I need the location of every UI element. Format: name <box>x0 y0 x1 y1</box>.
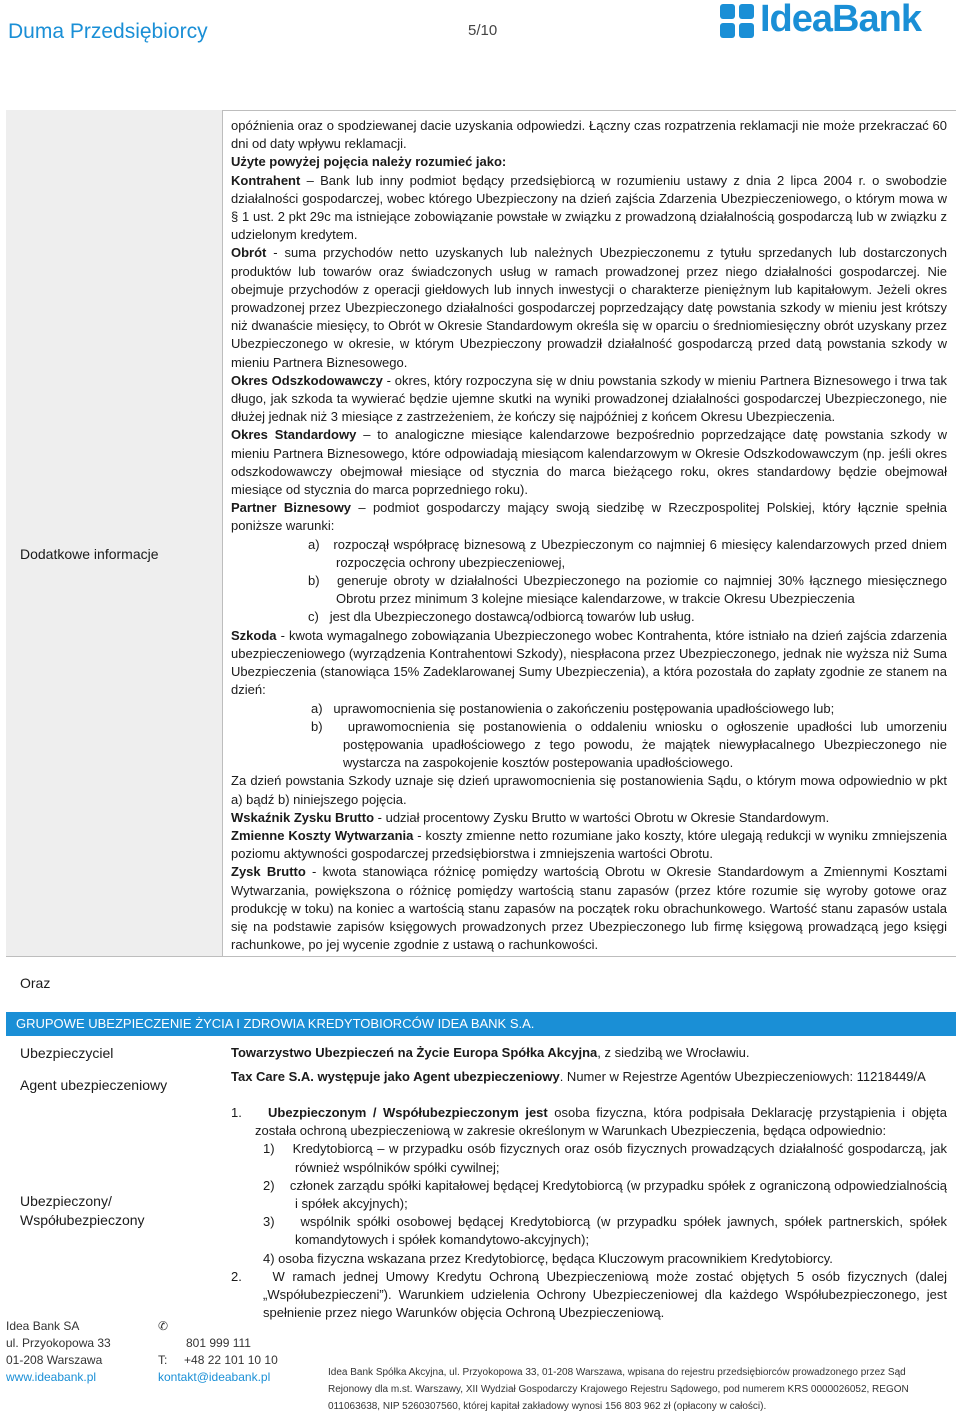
list-marker: b) <box>311 718 323 734</box>
paragraph: opóźnienia oraz o spodziewanej dacie uzyskania odpowiedzi. Łączny czas rozpatrzenia reklamacji nie może przekraczać 60 dni od daty wpływu reklamacji. <box>231 118 947 152</box>
page-header <box>0 0 960 68</box>
insurer-seat: , z siedzibą we Wrocławiu. <box>597 1045 750 1060</box>
label-line: Współubezpieczony <box>20 1212 145 1228</box>
definition-obrot <box>231 244 947 371</box>
paragraph: Za dzień powstania Szkody uznaje się dzień uprawomocnienia się postanowienia Sądu, o którym mowa odpowiednio w pkt a) bądź b) niniejszego pojęcia. <box>231 773 947 807</box>
definition-okres-standardowy <box>231 426 947 499</box>
definition-kontrahent <box>231 172 947 245</box>
definition-okres-odszkodowawczy <box>231 372 947 427</box>
term: Obrót <box>231 245 267 261</box>
idea-bank-logo <box>720 2 958 42</box>
footer-hotline: 801 999 111 <box>186 1336 251 1350</box>
definition-partner <box>231 499 947 535</box>
side-cell <box>6 110 222 956</box>
logo-wordmark: IdeaBank <box>760 0 921 40</box>
definition-wskaznik <box>231 809 947 827</box>
list-text: jest dla Ubezpieczonego dostawcą/odbiorcą towarów lub usług. <box>329 609 695 625</box>
term: Okres Standardowy <box>231 427 357 443</box>
term: Wskaźnik Zysku Brutto <box>231 809 375 825</box>
document-title: Duma Przedsiębiorcy <box>8 20 208 43</box>
term: Zysk Brutto <box>231 864 306 880</box>
definition: – podmiot gospodarczy mający swoją siedzibę w Rzeczpospolitej Polskiej, który łącznie spełnia poniższe warunki: <box>231 500 947 534</box>
term: Kontrahent <box>231 172 301 188</box>
definition: - udział procentowy Zysku Brutto w wartości Obrotu w Okresie Standardowym. <box>374 809 830 825</box>
side-label-agent: Agent ubezpieczeniowy <box>20 1077 168 1093</box>
list-item <box>231 572 947 608</box>
list-marker: a) <box>311 700 323 716</box>
phone-icon: ✆ <box>158 1319 169 1333</box>
insured-definition <box>231 1104 947 1322</box>
definition: - suma przychodów netto uzyskanych lub należnych Ubezpieczonemu z tytułu sprzedanych lub dostarczonych produktów lub towarów oraz świadczonych usług w ramach prowadzonej przez niego działalności gospodarczej. Nie obejmuje przychodów z operacji giełdowych lub innych inwestycji o charakterze pieniężnym lub kapitałowym. Jeżeli okres prowadzonej przez Ubezpieczonego działalności gospodarczej poprzedzający datę powstania szkody w mieniu jest krótszy niż dwanaście miesięcy, to Obrót w Okresie Standardowym określa się w oparciu o średniomiesięczny obrót uzyskany przez Ubezpieczonego w okresie, w którym Ubezpieczony prowadził działalność gospodarczą przed datą powstania szkody w mieniu Partnera Biznesowego. <box>231 245 947 370</box>
side-label-dodatkowe: Dodatkowe informacje <box>20 546 159 562</box>
definition: - kwota wymagalnego zobowiązania Ubezpieczonego wobec Kontrahenta, które istniało na dzień zajścia zdarzenia ubezpieczeniowego (wyrządzenia Kontrahentowi Szkody), niespłacona przez Ubezpieczonego, jednak nie wyższa niż Suma Ubezpieczenia (stanowiąca 15% Zadeklarowanej Sumy Ubezpieczenia), a która pozostała do zapłaty zgodnie ze stanem na dzień: <box>231 627 947 698</box>
footer-phone-label: T: <box>158 1353 168 1367</box>
list-text: osoba fizyczna, która podpisała Deklarację przystąpienia i objęta została ochroną ubezpieczeniową w zakresie określonym w Warunkach Ubezpieczenia, będąca odpowiednio: <box>255 1105 948 1139</box>
list-marker: 2. <box>231 1268 242 1284</box>
footer-legal: Idea Bank Spółka Akcyjna, ul. Przyokopowa 33, 01-208 Warszawa, wpisana do rejestru przedsiębiorców prowadzonego przez Sąd Rejonowy dla m.st. Warszawy, XII Wydział Gospodarczy Krajowego Rejestru Sądowego, pod numerem KRS 0000026052, REGON 011063638, NIP 5260307560, której kapitał zakładowy wynosi 156 803 962 zł (opłacony w całości). <box>328 1367 909 1412</box>
definition: – to analogiczne miesiące kalendarzowe bezpośrednio poprzedzające datę powstania szkody w mieniu Partnera Biznesowego, które odpowiadają miesiącom kalendarzowym w Okresie Odszkodowawczym (np. jeśli okres odszkodowawczy obejmował miesiące od stycznia do marca bieżącego roku, okres standardowy będzie obejmował miesiące od stycznia do marca poprzedniego roku). <box>231 427 947 498</box>
footer-phone: +48 22 101 10 10 <box>184 1353 278 1367</box>
list-item <box>231 1140 947 1176</box>
list-item <box>231 1268 947 1323</box>
list-text: rozpoczął współpracę biznesową z Ubezpieczonym co najmniej 6 miesięcy kalendarzowych przed dniem rozpoczęcia ochrony ubezpieczeniowej, <box>333 536 947 570</box>
insurer-row <box>231 1044 947 1062</box>
list-item <box>231 718 947 773</box>
definition-szkoda <box>231 627 947 700</box>
footer-email-link[interactable]: kontakt@ideabank.pl <box>158 1370 271 1384</box>
side-label-ubezpieczony <box>20 1192 145 1230</box>
definition-zysk-brutto <box>231 863 947 954</box>
definition: - koszty zmienne netto rozumiane jako koszty, które ulegają redukcji w wyniku zmniejszenia poziomu aktywności gospodarczej przedsiębiorstwa i zmniejszenia wartości Obrotu. <box>231 827 947 862</box>
list-item <box>231 1213 947 1249</box>
page-number: 5/10 <box>468 22 498 39</box>
list-text: członek zarządu spółki kapitałowej będącej Kredytobiorcą (w przypadku spółek z ograniczoną odpowiedzialnością i spółek akcyjnych); <box>289 1177 947 1212</box>
footer-street: ul. Przyokopowa 33 <box>6 1336 111 1350</box>
footer-company: Idea Bank SA <box>6 1319 80 1333</box>
additional-info-text <box>231 117 947 954</box>
term: Okres Odszkodowawczy <box>231 372 383 388</box>
divider <box>6 956 956 957</box>
footer-contact <box>158 1318 278 1386</box>
list-marker: a) <box>308 536 320 552</box>
list-item <box>231 536 947 572</box>
list-marker: 1. <box>231 1105 242 1120</box>
list-marker: 1) <box>263 1141 275 1157</box>
definition: - okres, który rozpoczyna się w dniu powstania szkody w mieniu Partnera Biznesowego i trwa tak długo, jak szkoda ta wywierać będzie ujemne skutki na wyniki prowadzonej działalności gospodarczej Ubezpieczonego, nie dłużej jednak niż 3 miesiące z zastrzeżeniem, że kończy się najpóźniej z końcem Okresu Ubezpieczenia. <box>231 372 947 425</box>
list-text: Kredytobiorcą – w przypadku osób fizycznych oraz osób fizycznych prowadzących działalność gospodarczą, jak również wspólników spółki cywilnej; <box>292 1141 947 1175</box>
side-label-ubezpieczyciel: Ubezpieczyciel <box>20 1045 114 1061</box>
divider <box>222 110 223 956</box>
agent-number: . Numer w Rejestrze Agentów Ubezpieczeniowych: 11218449/A <box>559 1069 926 1084</box>
term: Ubezpieczonym / Współubezpieczonym jest <box>268 1105 548 1120</box>
definition: - kwota stanowiąca różnicę pomiędzy wartością Obrotu w Okresie Standardowym a Zmiennymi Kosztami Wytwarzania, powiększona o różnicę pomiędzy wartością stanu zapasów (przez które rozumie się wyroby gotowe oraz produkcję w toku) na koniec a wartością stanu zapasów na początek roku obrachunkowego. Wartość stanu zapasów ustala się na podstawie zapisów księgowych prowadzonych przez Ubezpieczonego lub firmę księgową prowadzącą jego księgi rachunkowe, po jej wycenie zgodnie z ustawą o rachunkowości. <box>231 864 947 953</box>
logo-mark-icon <box>720 4 756 40</box>
list-marker: 2) <box>263 1177 275 1193</box>
list-text: uprawomocnienia się postanowienia o oddaleniu wniosku o ogłoszenie upadłości lub umorzeniu postępowania upadłościowego z tego powodu, że majątek niewypłacalnego Ubezpieczonego nie wystarcza na zaspokojenie kosztów postepowania upadłościowego. <box>343 718 947 771</box>
term: Partner Biznesowy <box>231 500 352 516</box>
insurer-name: Towarzystwo Ubezpieczeń na Życie Europa Spółka Akcyjna <box>231 1045 598 1060</box>
list-item: 4) osoba fizyczna wskazana przez Kredytobiorcę, będąca Kluczowym pracownikiem Kredytobiorcy. <box>263 1250 833 1266</box>
list-text: wspólnik spółki osobowej będącej Kredytobiorcą (w przypadku spółek jawnych, spółek partnerskich, spółek komandytowych i spółek komandytowo-akcyjnych); <box>295 1214 947 1248</box>
footer-website-link[interactable]: www.ideabank.pl <box>6 1370 97 1384</box>
paragraph: Użyte powyżej pojęcia należy rozumieć jako: <box>231 154 507 170</box>
footer-address <box>6 1318 111 1386</box>
list-item <box>231 608 947 626</box>
label-line: Ubezpieczony/ <box>20 1193 112 1209</box>
definition-zmienne-koszty <box>231 827 947 863</box>
list-marker: c) <box>308 609 319 625</box>
section-heading: GRUPOWE UBEZPIECZENIE ŻYCIA I ZDROWIA KREDYTOBIORCÓW IDEA BANK S.A. <box>6 1012 956 1036</box>
list-marker: 3) <box>263 1214 275 1230</box>
list-item <box>231 700 947 718</box>
side-label-oraz: Oraz <box>20 975 51 991</box>
list-item <box>231 1177 947 1213</box>
term: Szkoda <box>231 627 277 643</box>
agent-row <box>231 1068 947 1086</box>
definition: – Bank lub inny podmiot będący przedsiębiorcą w rozumieniu ustawy z dnia 2 lipca 2004 r. o swobodzie działalności gospodarczej, wobec którego Ubezpieczony na dzień zajścia Zdarzenia Ubezpieczeniowego, o którym mowa w § 1 ust. 2 pkt 29c ma istniejące zobowiązanie powstałe w związku z prowadzoną działalnością gospodarczą lub w związku z udzielonym kredytem. <box>231 172 947 243</box>
agent-name: Tax Care S.A. występuje jako Agent ubezpieczeniowy <box>231 1069 560 1084</box>
list-marker: b) <box>308 573 320 589</box>
list-text: uprawomocnienia się postanowienia o zakończeniu postępowania upadłościowego lub; <box>333 700 835 716</box>
list-item <box>231 1104 947 1140</box>
list-text: generuje obroty w działalności Ubezpieczonego na poziomie co najmniej 30% łącznego miesięcznego Obrotu przez minimum 3 kolejne miesiące kalendarzowe, w trakcie Okresu Ubezpieczenia <box>336 573 947 607</box>
term: Zmienne Koszty Wytwarzania <box>231 827 414 843</box>
footer-city: 01-208 Warszawa <box>6 1353 103 1367</box>
list-text: W ramach jednej Umowy Kredytu Ochroną Ubezpieczeniową może zostać objętych 5 osób fizycznych (dalej „Współubezpieczeni”). Warunkiem udzielenia Ochrony Ubezpieczeniowej dla każdego Współubezpieczonego, jest spełnienie przez niego Warunków objęcia Ochroną Ubezpieczeniową. <box>263 1268 947 1321</box>
